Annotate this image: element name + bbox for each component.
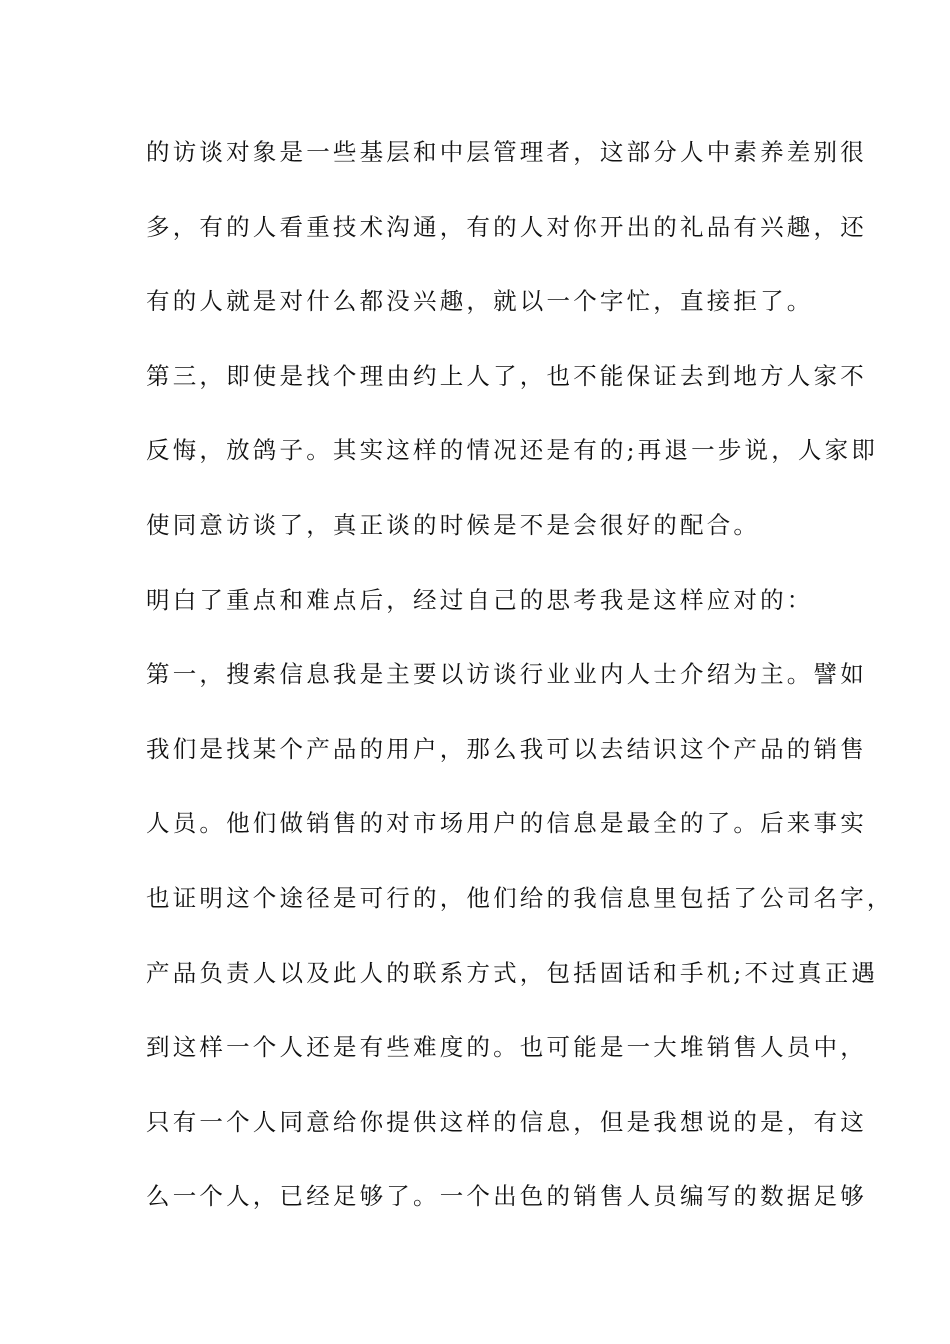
text-line: 明白了重点和难点后，经过自己的思考我是这样应对的： [146, 585, 814, 614]
text-line: 么一个人，已经足够了。一个出色的销售人员编写的数据足够 [146, 1182, 867, 1211]
text-line: 第三，即使是找个理由约上人了，也不能保证去到地方人家不 [146, 361, 867, 390]
body-text [146, 128, 894, 1247]
text-line: 我们是找某个产品的用户，那么我可以去结识这个产品的销售 [146, 734, 867, 763]
text-line: 第一，搜索信息我是主要以访谈行业业内人士介绍为主。譬如 [146, 660, 867, 689]
text-line: 到这样一个人还是有些难度的。也可能是一大堆销售人员中， [146, 1033, 867, 1062]
text-line: 反悔，放鸽子。其实这样的情况还是有的;再退一步说，人家即 [146, 436, 879, 465]
text-line: 使同意访谈了，真正谈的时候是不是会很好的配合。 [146, 510, 761, 539]
text-line: 人员。他们做销售的对市场用户的信息是最全的了。后来事实 [146, 809, 867, 838]
text-line: 只有一个人同意给你提供这样的信息，但是我想说的是，有这 [146, 1107, 867, 1136]
text-line: 有的人就是对什么都没兴趣，就以一个字忙，直接拒了。 [146, 287, 814, 316]
text-line: 产品负责人以及此人的联系方式，包括固话和手机;不过真正遇 [146, 958, 879, 987]
text-line: 多，有的人看重技术沟通，有的人对你开出的礼品有兴趣，还 [146, 212, 867, 241]
text-line: 也证明这个途径是可行的，他们给的我信息里包括了公司名字， [146, 883, 894, 912]
text-line: 的访谈对象是一些基层和中层管理者，这部分人中素养差别很 [146, 138, 867, 166]
